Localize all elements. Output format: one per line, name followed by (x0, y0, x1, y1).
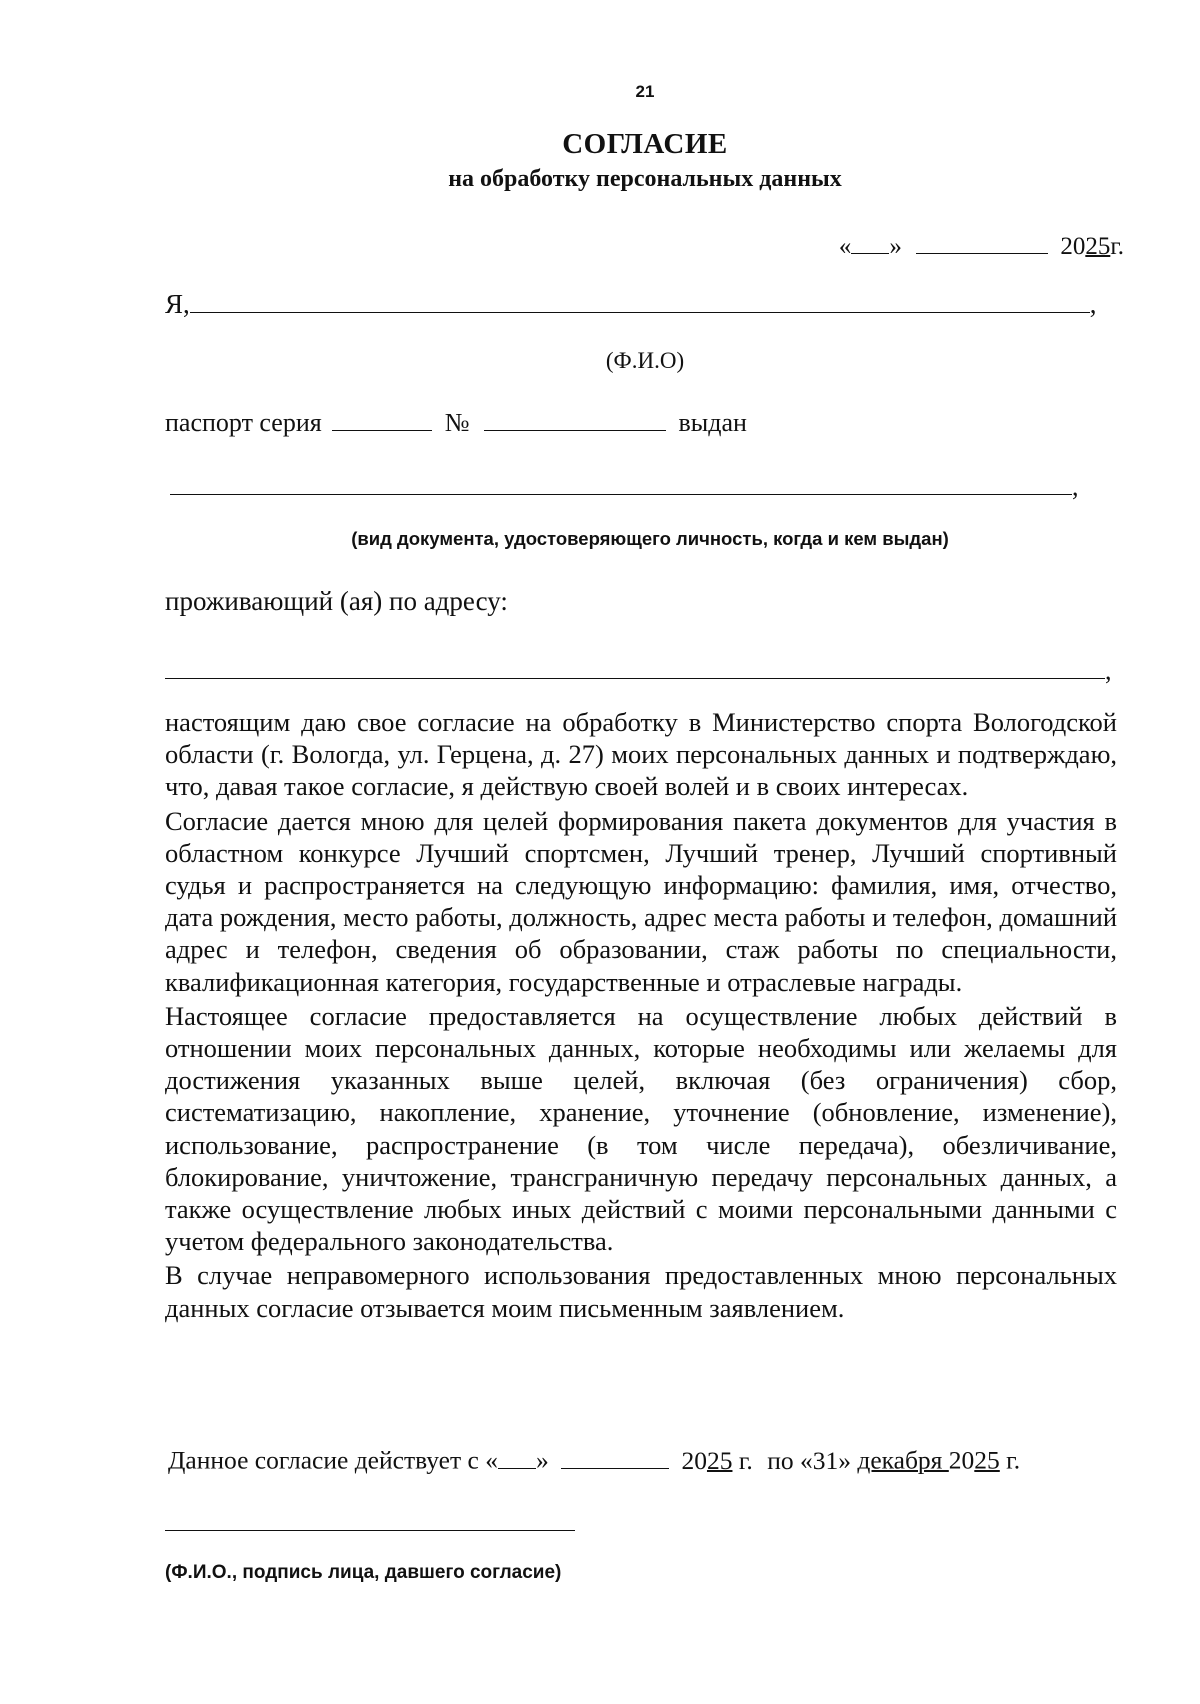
passport-series-label: паспорт серия (165, 408, 322, 437)
day-blank-line[interactable] (851, 228, 889, 254)
consent-body (165, 706, 1117, 1326)
document-subtitle: на обработку персональных данных (448, 166, 842, 192)
date-year: 2025г. (1060, 233, 1124, 260)
fio-caption: (Ф.И.О) (605, 348, 685, 373)
validity-to-text: по «31» (767, 1445, 851, 1475)
document-caption: (вид документа, удостоверяющего личность, когда и кем выдан) (351, 528, 949, 549)
passport-number-label: № (444, 408, 470, 437)
validity-day-blank-line[interactable] (498, 1442, 536, 1469)
document-issued-blank-line[interactable] (170, 468, 1072, 495)
date-header (839, 228, 1124, 261)
address-blank-line[interactable] (165, 652, 1105, 679)
address-comma: , (1105, 656, 1112, 685)
page-number: 21 (635, 82, 655, 101)
consent-paragraph-1: настоящим даю свое согласие на обработку в Министерство спорта Вологодской области (г. Вологда, ул. Герцена, д. 27) моих персональных данных и подтверждаю, что, давая такое согласие, я действую своей волей и в своих интересах. (165, 707, 1117, 802)
consent-paragraph-3: Настоящее согласие предоставляется на осуществление любых действий в отношении моих персональных данных, которые необходимы или желаемы для достижения указанных выше целей, включая (без ограничения) сбор, систематизацию, накопление, хранение, уточнение (обновление, изменение), использование, распространение (в том числе передача), обезличивание, блокирование, уничтожение, трансграничную передачу персональных данных, а также осуществление любых иных действий с моими персональными данными с учетом федерального законодательства. (165, 1000, 1117, 1257)
ya-label: Я, (165, 289, 190, 319)
validity-close-quote: » (535, 1445, 549, 1475)
passport-row (165, 404, 747, 438)
passport-series-blank-line[interactable] (332, 404, 432, 431)
address-row (165, 652, 1112, 686)
fio-row (165, 285, 1097, 320)
document-title: СОГЛАСИЕ (562, 128, 728, 160)
document-issued-comma: , (1072, 472, 1079, 501)
validity-month-end: декабря (857, 1445, 949, 1475)
passport-number-blank-line[interactable] (484, 404, 666, 431)
validity-year-end: 2025 г. (948, 1445, 1021, 1475)
consent-paragraph-4: В случае неправомерного использования предоставленных мною персональных данных согласие отзывается моим письменным заявлением. (165, 1260, 1117, 1323)
fio-comma: , (1089, 289, 1097, 319)
document-issued-row (170, 468, 1079, 502)
signature-blank-line[interactable] (165, 1530, 575, 1531)
validity-row (168, 1442, 1020, 1476)
date-close-quote: » (889, 233, 902, 260)
address-label: проживающий (ая) по адресу: (165, 586, 508, 616)
validity-prefix: Данное согласие действует с « (168, 1445, 498, 1475)
date-open-quote: « (838, 233, 852, 260)
consent-paragraph-2: Согласие дается мною для целей формирования пакета документов для участия в областном конкурсе Лучший спортсмен, Лучший тренер, Лучший спортивный судья и распространяется на следующую информацию: фамилия, имя, отчество, дата рождения, место работы, должность, адрес места работы и телефон, домашний адрес и телефон, сведения об образовании, стаж работы по специальности, квалификационная категория, государственные и отраслевые награды. (165, 805, 1117, 997)
fio-blank-line[interactable] (190, 285, 1090, 313)
month-blank-line[interactable] (916, 228, 1048, 254)
validity-month-blank-line[interactable] (561, 1442, 669, 1469)
passport-issued-label: выдан (678, 408, 747, 437)
validity-year-start: 2025 г. (681, 1445, 753, 1475)
signature-caption: (Ф.И.О., подпись лица, давшего согласие) (165, 1562, 562, 1583)
